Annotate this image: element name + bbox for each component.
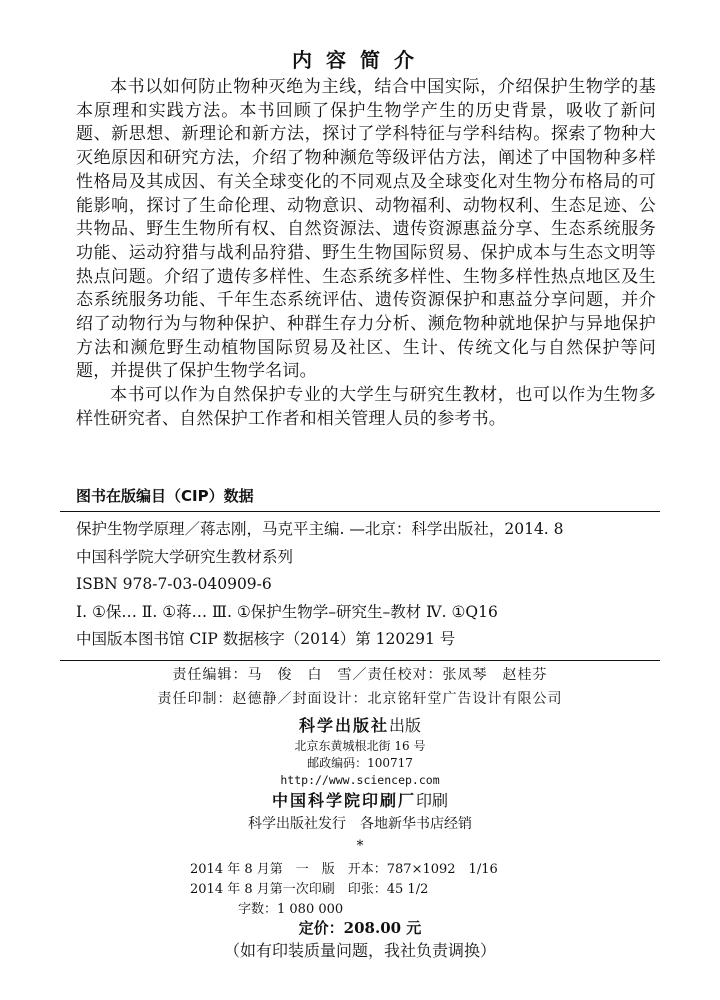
publisher-address: 北京东黄城根北街 16 号 [294,739,426,753]
cip-heading: 图书在版编目（CIP）数据 [76,487,254,505]
publisher-postcode: 邮政编码：100717 [307,756,413,770]
printer-line [0,789,720,813]
publisher-name: 科学出版社 [298,716,389,735]
summary-paragraph-1: 本书以如何防止物种灭绝为主线，结合中国实际，介绍保护生物学的基本原理和实践方法。本书回顾了保护生物学产生的历史背景，吸收了新问题、新思想、新理论和新方法，探讨了学科特征与学科结构。探索了物种大灭绝原因和研究方法，介绍了物种濒危等级评估方法，阐述了中国物种多样性格局及其成因、有关全球变化的不同观点及全球变化对生物分布格局的可能影响，探讨了生命伦理、动物意识、动物福利、动物权利、生态足迹、公共物品、野生生物所有权、自然资源法、遗传资源惠益分享、生态系统服务功能、运动狩猎与战利品狩猎、野生生物国际贸易、保护成本与生态文明等热点问题。介绍了遗传多样性、生态系统多样性、生物多样性热点地区及生态系统服务功能、千年生态系统评估、遗传资源保护和惠益分享问题，并介绍了动物行为与物种保护、种群生存力分析、濒危物种就地保护与异地保护方法和濒危野生动植物国际贸易及社区、生计、传统文化与自然保护等问题，并提供了保护生物学名词。 [76,77,656,382]
publisher-line [0,714,720,738]
price: 定价：208.00 元 [298,919,422,937]
publisher-url: http://www.sciencep.com [280,773,440,787]
cip-line-series: 中国科学院大学研究生教材系列 [76,547,294,566]
cip-line-classification: Ⅰ. ①保… Ⅱ. ①蒋… Ⅲ. ①保护生物学–研究生–教材 Ⅳ. ①Q16 [76,602,498,621]
wordcount-line: 字数：1 080 000 [238,902,344,917]
summary-paragraph-2: 本书可以作为自然保护专业的大学生与研究生教材，也可以作为生物多样性研究者、自然保护工作者和相关管理人员的参考书。 [76,385,656,429]
quality-note: （如有印装质量问题，我社负责调换） [223,941,496,960]
cip-block [76,516,660,654]
page-title: 内容简介 [292,48,428,72]
printer-name: 中国科学院印刷厂 [271,791,416,810]
publisher-suffix: 出版 [389,716,422,735]
edition-line: 2014 年 8 月第 一 版 开本：787×1092 1/16 [190,862,498,877]
cip-line-isbn: ISBN 978-7-03-040909-6 [76,575,272,594]
staff-editors: 责任编辑：马 俊 白 雪／责任校对：张凤琴 赵桂芬 [172,667,548,683]
cip-top-divider [60,511,660,512]
edition-specs [190,860,550,920]
printer-suffix: 印刷 [416,791,449,810]
cip-line-number: 中国版本图书馆 CIP 数据核字（2014）第 120291 号 [76,630,456,649]
printing-line: 2014 年 8 月第一次印刷 印张：45 1/2 [190,882,429,897]
cip-line-title: 保护生物学原理／蒋志刚，马克平主编. —北京：科学出版社，2014. 8 [76,520,564,538]
distribution-line: 科学出版社发行 各地新华书店经销 [248,816,472,832]
summary-section [76,76,656,432]
publisher-block [0,714,720,857]
cip-bottom-divider [60,660,660,661]
separator-asterisk: * [356,838,364,854]
staff-production: 责任印制：赵德静／封面设计：北京铭轩堂广告设计有限公司 [157,691,563,707]
